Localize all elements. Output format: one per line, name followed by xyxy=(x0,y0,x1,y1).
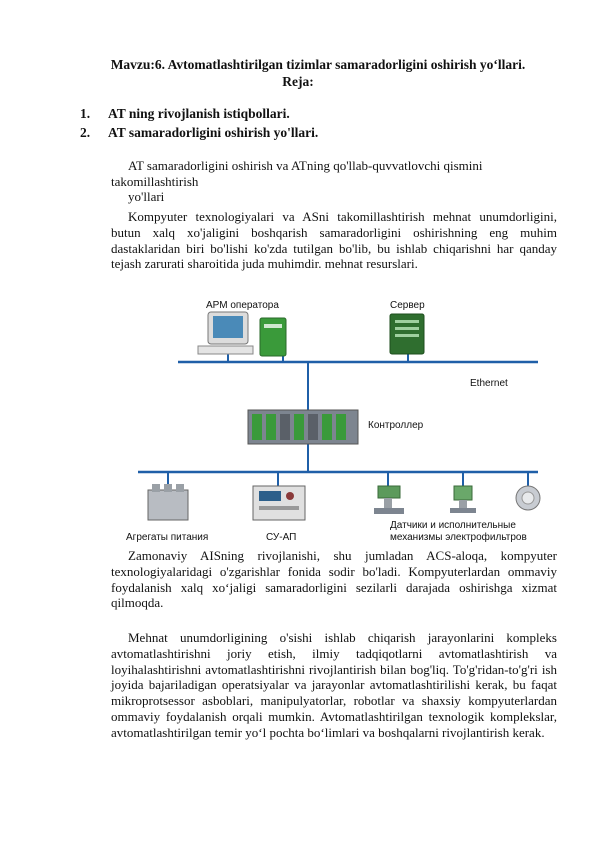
plan-heading: Reja: xyxy=(282,74,314,89)
intro-text xyxy=(111,158,557,205)
sensors-label-line2: механизмы электрофильтров xyxy=(390,532,527,543)
network-diagram xyxy=(118,294,558,548)
suap-label: СУ-АП xyxy=(266,532,297,543)
ethernet-label: Ethernet xyxy=(470,378,508,389)
topic-heading: Mavzu:6. Avtomatlashtirilgan tizimlar samaradorligini oshirish yo‘llari. xyxy=(110,57,526,72)
paragraph: Kompyuter texnologiyalari va ASni takomillashtirish mehnat unumdorligini, butun xalq xo'jaligini boshqarish samaradorligini oshirishning eng muhim dastaklaridan biri bo'lishi ko'zda tutilgan bo'lib, bu ishlab chiqarishni har qanday tejash zarurati sharoitida juda muhimdir. mehnat resurslari. xyxy=(111,209,557,272)
plan-item xyxy=(80,104,318,123)
sensors-label-line1: Датчики и исполнительные xyxy=(390,520,516,531)
paragraph: Mehnat unumdorligining o'sishi ishlab chiqarish jarayonlarini kompleks avtomatlashtirishni joriy etish, ilmiy tadqiqotlarni avtomatlashtirish va loyihalashtirishni avtomatlashtirishni rivojlantirish bilan bog'liq. To'g'ridan-to'g'ri ish joyida bajariladigan operatsiyalar va jarayonlar avtomatlashtirilishi kerak, bu faqat mikroprotsessor asboblari, manipulyatorlar, robotlar va shaxsiy kompyuterlardan ommaviy foydalanish orqali mumkin. Avtomatlashtirilgan texnologik komplekslar, avtomatlashtirilgan temir yo‘l pochta bo‘limlari va boshqalarni rivojlantirish kerak. xyxy=(111,630,557,740)
document-title xyxy=(0,56,596,90)
paragraph: Zamonaviy AISning rivojlanishi, shu jumladan ACS-aloqa, kompyuter texnologiyalaridagi o'zgarishlar fonida sodir bo'ladi. Kompyuterlardan ommaviy foydalanish xalq xo‘jaligi samaradorligini sezilarli darajada oshirishga xizmat qilmoqda. xyxy=(111,548,557,611)
intro-line: yo'llari xyxy=(128,189,165,204)
plan-item-text: AT ning rivojlanish istiqbollari. xyxy=(108,106,290,121)
server-icon xyxy=(390,314,424,354)
network-diagram-graphic xyxy=(118,294,558,548)
intro-line: AT samaradorligini oshirish va ATning qo'llab-quvvatlovchi qismini xyxy=(128,158,483,173)
controller-label: Контроллер xyxy=(368,420,424,431)
plan-item-number: 2. xyxy=(80,125,91,140)
plan-item-text: AT samaradorligini oshirish yo'llari. xyxy=(108,125,319,140)
controller-icon xyxy=(248,410,358,444)
pressure-sensor-icon xyxy=(516,486,540,510)
server-label: Сервер xyxy=(390,300,425,311)
sensor-icon xyxy=(450,486,476,513)
workstation-icon xyxy=(198,312,286,356)
intro-line: takomillashtirish xyxy=(111,173,199,189)
plan-item xyxy=(80,123,318,142)
arm-operator-label: АРМ оператора xyxy=(206,300,279,311)
actuator-icon xyxy=(374,486,404,514)
plan-item-number: 1. xyxy=(80,106,91,121)
plan-list xyxy=(80,104,318,142)
suap-control-unit-icon xyxy=(253,486,305,520)
power-units-label: Агрегаты питания xyxy=(126,532,209,543)
power-unit-icon xyxy=(148,484,188,520)
